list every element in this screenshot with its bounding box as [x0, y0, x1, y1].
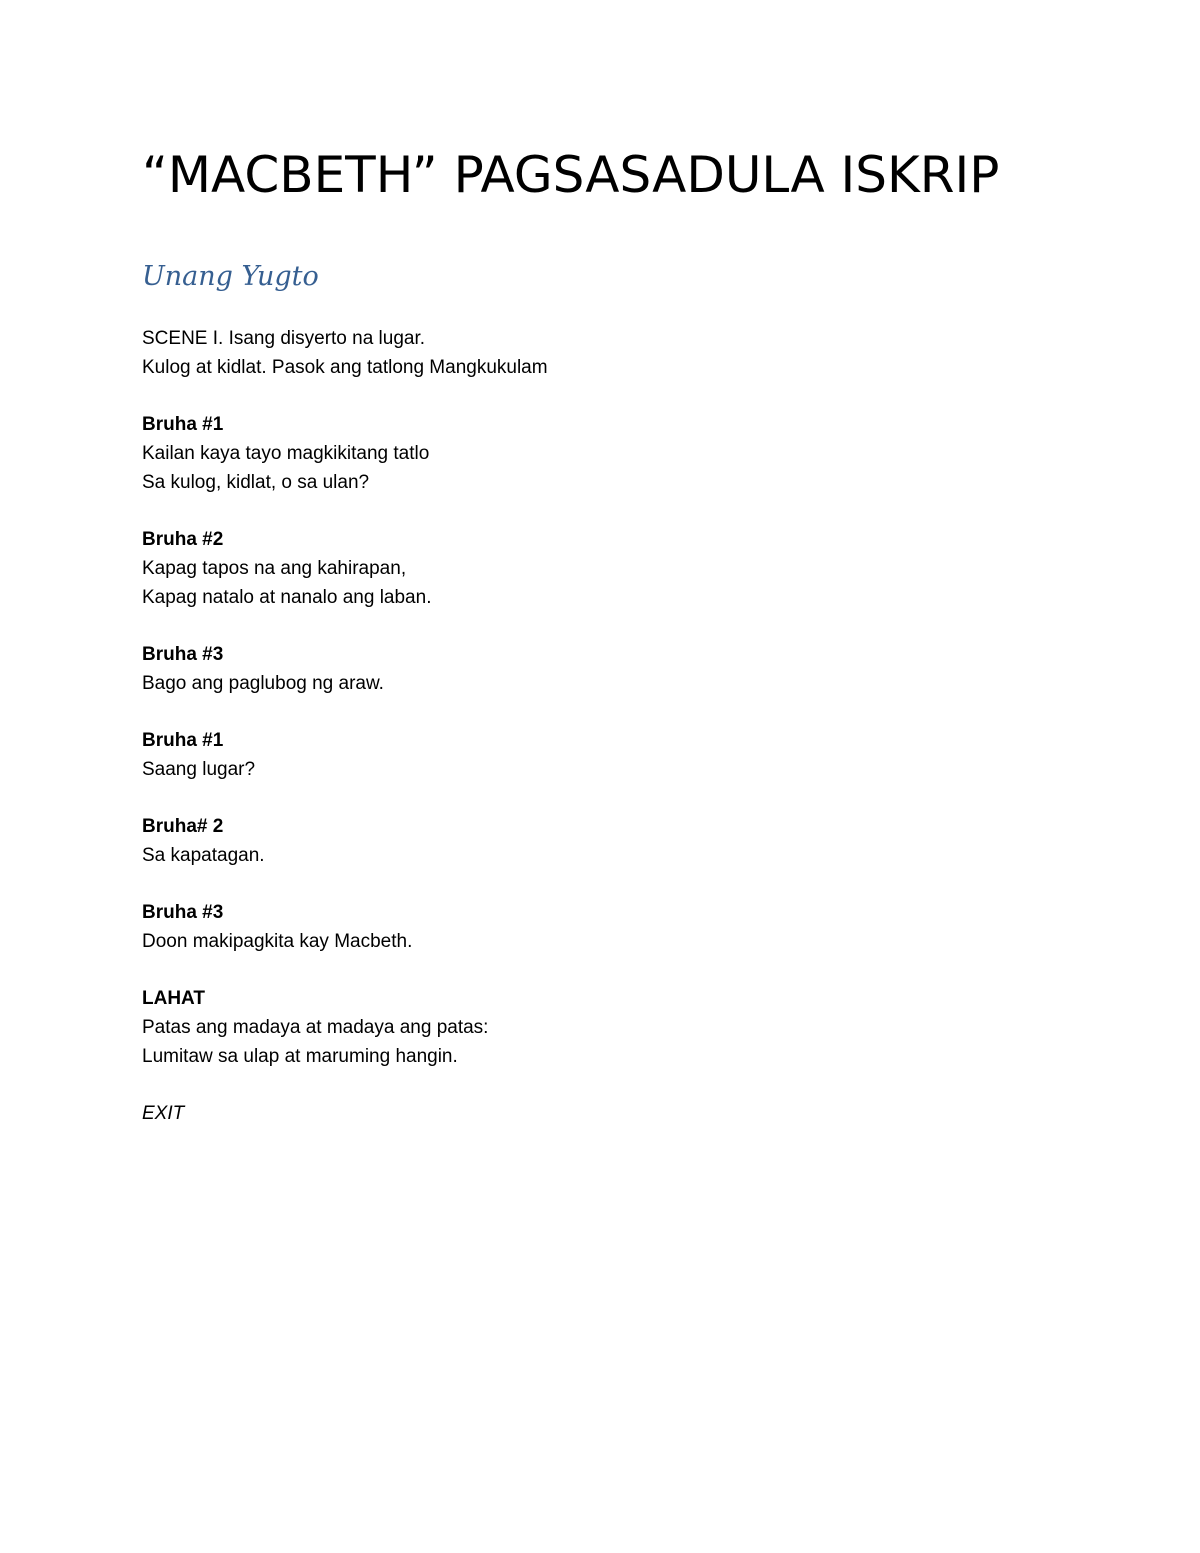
speech-block	[142, 984, 548, 1071]
dialogue-line: Patas ang madaya at madaya ang patas:	[142, 1017, 489, 1038]
speaker-name: Bruha #1	[142, 730, 224, 751]
speech-block	[142, 812, 548, 870]
dialogue-line: Kailan kaya tayo magkikitang tatlo	[142, 443, 430, 464]
dialogue-line: Kapag natalo at nanalo ang laban.	[142, 587, 432, 608]
dialogue-line: Sa kapatagan.	[142, 845, 265, 866]
dialogue-line: Sa kulog, kidlat, o sa ulan?	[142, 472, 370, 493]
exit-direction: EXIT	[142, 1103, 185, 1124]
script-body	[142, 324, 548, 1156]
document-title: “MACBETH” PAGSASADULA ISKRIP	[142, 146, 1000, 204]
act-heading: Unang Yugto	[142, 261, 319, 292]
speech-block	[142, 726, 548, 784]
dialogue-line: Lumitaw sa ulap at maruming hangin.	[142, 1046, 458, 1067]
exit-block	[142, 1099, 548, 1128]
dialogue-line: Saang lugar?	[142, 759, 256, 780]
speech-block	[142, 640, 548, 698]
speaker-name: Bruha #3	[142, 644, 224, 665]
dialogue-line: Doon makipagkita kay Macbeth.	[142, 931, 413, 952]
speech-block	[142, 410, 548, 497]
speech-block	[142, 525, 548, 612]
speaker-name: Bruha# 2	[142, 816, 224, 837]
speech-block	[142, 898, 548, 956]
speaker-name: Bruha #3	[142, 902, 224, 923]
speaker-name: Bruha #2	[142, 529, 224, 550]
stage-direction: Kulog at kidlat. Pasok ang tatlong Mangkukulam	[142, 357, 548, 378]
scene-block	[142, 324, 548, 382]
dialogue-line: Kapag tapos na ang kahirapan,	[142, 558, 407, 579]
dialogue-line: Bago ang paglubog ng araw.	[142, 673, 384, 694]
scene-heading: SCENE I. Isang disyerto na lugar.	[142, 328, 426, 349]
speaker-name: LAHAT	[142, 988, 205, 1009]
speaker-name: Bruha #1	[142, 414, 224, 435]
